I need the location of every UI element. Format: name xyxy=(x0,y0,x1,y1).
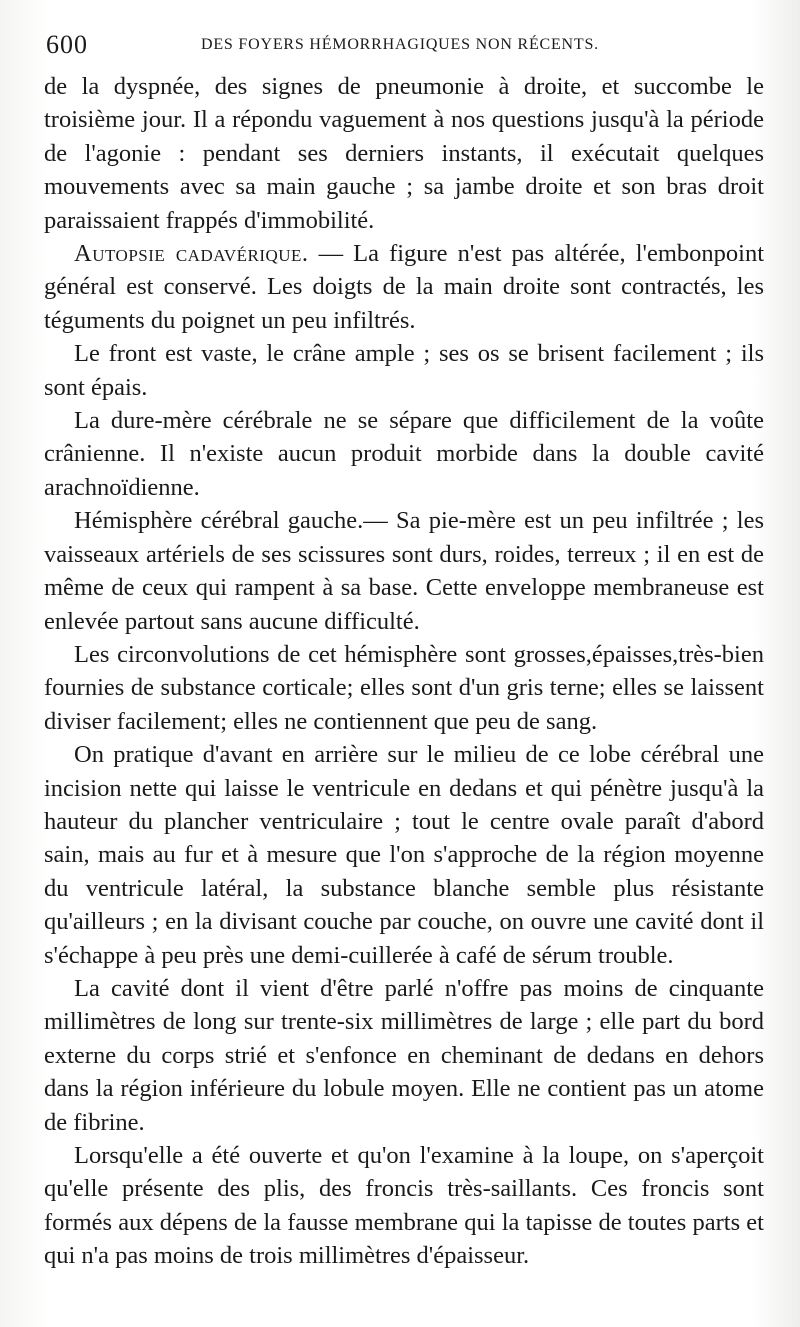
page-header xyxy=(46,30,766,64)
paragraph-text: Hémisphère cérébral gauche.— Sa pie-mère est un peu infiltrée ; les vaisseaux artériels de ses scissures sont durs, roides, terreux ; il en est de même de ceux qui rampent à sa base. Cette enveloppe membraneuse est enlevée partout sans aucune difficulté. xyxy=(44,507,764,635)
paragraph-5 xyxy=(44,504,764,638)
paragraph-text: La dure-mère cérébrale ne se sépare que difficilement de la voûte crânienne. Il n'existe aucun produit morbide dans la double cavité arachnoïdienne. xyxy=(44,407,764,501)
paragraph-8 xyxy=(44,972,764,1139)
paragraph-text: Les circonvolutions de cet hémisphère sont grosses,épaisses,très-bien fournies de substance corticale; elles sont d'un gris terne; elles se laissent diviser facilement; elles ne contiennent que peu de sang. xyxy=(44,640,764,735)
paragraph-2 xyxy=(44,237,764,337)
paragraph-text: On pratique d'avant en arrière sur le milieu de ce lobe cérébral une incision nette qui laisse le ventricule en dedans et qui pénètre jusqu'à la hauteur du plancher ventriculaire ; tout le centre ovale paraît d'abord sain, mais au fur et à mesure que l'on s'approche de la région moyenne du ventricule latéral, la substance blanche semble plus résistante qu'ailleurs ; en la divisant couche par couche, on ouvre une cavité dont il s'échappe à peu près une demi-cuillerée à café de sérum trouble. xyxy=(44,741,764,969)
paragraph-text: de la dyspnée, des signes de pneumonie à droite, et succombe le troisième jour. Il a répondu vaguement à nos questions jusqu'à la période de l'agonie : pendant ses derniers instants, il exécutait quelques mouvements avec sa main gauche ; sa jambe droite et son bras droit paraissaient frappés d'immobilité. xyxy=(44,73,764,234)
page-number: 600 xyxy=(46,30,88,59)
paragraph-3 xyxy=(44,337,764,404)
paragraph-1 xyxy=(44,70,764,237)
paragraph-7 xyxy=(44,738,764,972)
running-title: DES FOYERS HÉMORRHAGIQUES NON RÉCENTS. xyxy=(201,36,599,53)
paragraph-text: Lorsqu'elle a été ouverte et qu'on l'examine à la loupe, on s'aperçoit qu'elle présente des plis, des froncis très-saillants. Ces froncis sont formés aux dépens de la fausse membrane qui la tapisse de toutes parts et qui n'a pas moins de trois millimètres d'épaisseur. xyxy=(44,1142,764,1270)
paragraph-6 xyxy=(44,638,764,738)
paragraph-4 xyxy=(44,404,764,504)
section-lead: Autopsie cadavérique. xyxy=(74,240,309,268)
paragraph-text: Le front est vaste, le crâne ample ; ses os se brisent facilement ; ils sont épais. xyxy=(44,340,764,401)
paragraph-text: La cavité dont il vient d'être parlé n'offre pas moins de cinquante millimètres de long sur trente-six millimètres de large ; elle part du bord externe du corps strié et s'enfonce en cheminant de dedans en dehors dans la région inférieure du lobule moyen. Elle ne contient pas un atome de fibrine. xyxy=(44,974,764,1136)
paragraph-9 xyxy=(44,1139,764,1273)
body-text xyxy=(44,70,764,1273)
paragraph-text: — La figure n'est pas altérée, l'embonpoint général est conservé. Les doigts de la main droite sont contractés, les téguments du poignet un peu infiltrés. xyxy=(44,240,764,334)
